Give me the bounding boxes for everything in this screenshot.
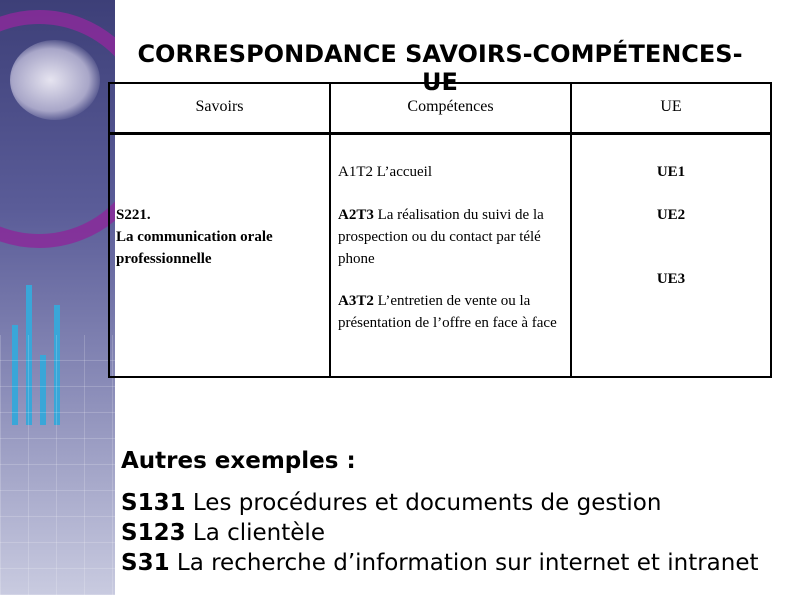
ue-item: UE3 xyxy=(656,271,686,287)
examples-title: Autres exemples : xyxy=(121,448,356,474)
header-savoirs: Savoirs xyxy=(195,98,244,115)
competence-item xyxy=(338,204,564,270)
example-item xyxy=(121,488,781,518)
example-text: Les procédures et documents de gestion xyxy=(192,490,662,516)
header-divider xyxy=(110,132,770,135)
example-code: S123 xyxy=(121,520,186,546)
keyboard-keys-image xyxy=(0,335,115,595)
example-item xyxy=(121,518,781,548)
keyboard-hand-image xyxy=(10,40,100,120)
competence-text: L’entretien de vente ou la présentation de l’offre en face à face xyxy=(338,293,557,331)
ue-item: UE2 xyxy=(656,207,686,223)
column-divider xyxy=(329,84,331,376)
example-code: S131 xyxy=(121,490,186,516)
decorative-background-image xyxy=(0,0,115,595)
column-divider xyxy=(570,84,572,376)
competence-code: A1T2 xyxy=(338,164,373,180)
savoir-label: La communication orale professionnelle xyxy=(116,229,273,267)
savoir-code: S221. xyxy=(116,207,151,223)
example-code: S31 xyxy=(121,550,170,576)
correspondence-table xyxy=(108,82,772,378)
competence-item xyxy=(338,161,564,183)
slide-title: CORRESPONDANCE SAVOIRS-COMPÉTENCES-UE xyxy=(137,40,743,96)
examples-section xyxy=(121,446,781,578)
example-item xyxy=(121,548,781,578)
example-text: La clientèle xyxy=(192,520,325,546)
competence-text: La réalisation du suivi de la prospection ou du contact par télé phone xyxy=(338,207,544,267)
competence-item xyxy=(338,290,564,334)
competence-code: A3T2 xyxy=(338,293,374,309)
example-text: La recherche d’information sur internet et intranet xyxy=(176,550,759,576)
header-ue: UE xyxy=(660,98,682,115)
ue-item: UE1 xyxy=(656,164,686,180)
header-competences: Compétences xyxy=(407,98,494,115)
competence-text: L’accueil xyxy=(376,164,432,180)
competence-code: A2T3 xyxy=(338,207,374,223)
savoir-cell xyxy=(116,204,321,270)
